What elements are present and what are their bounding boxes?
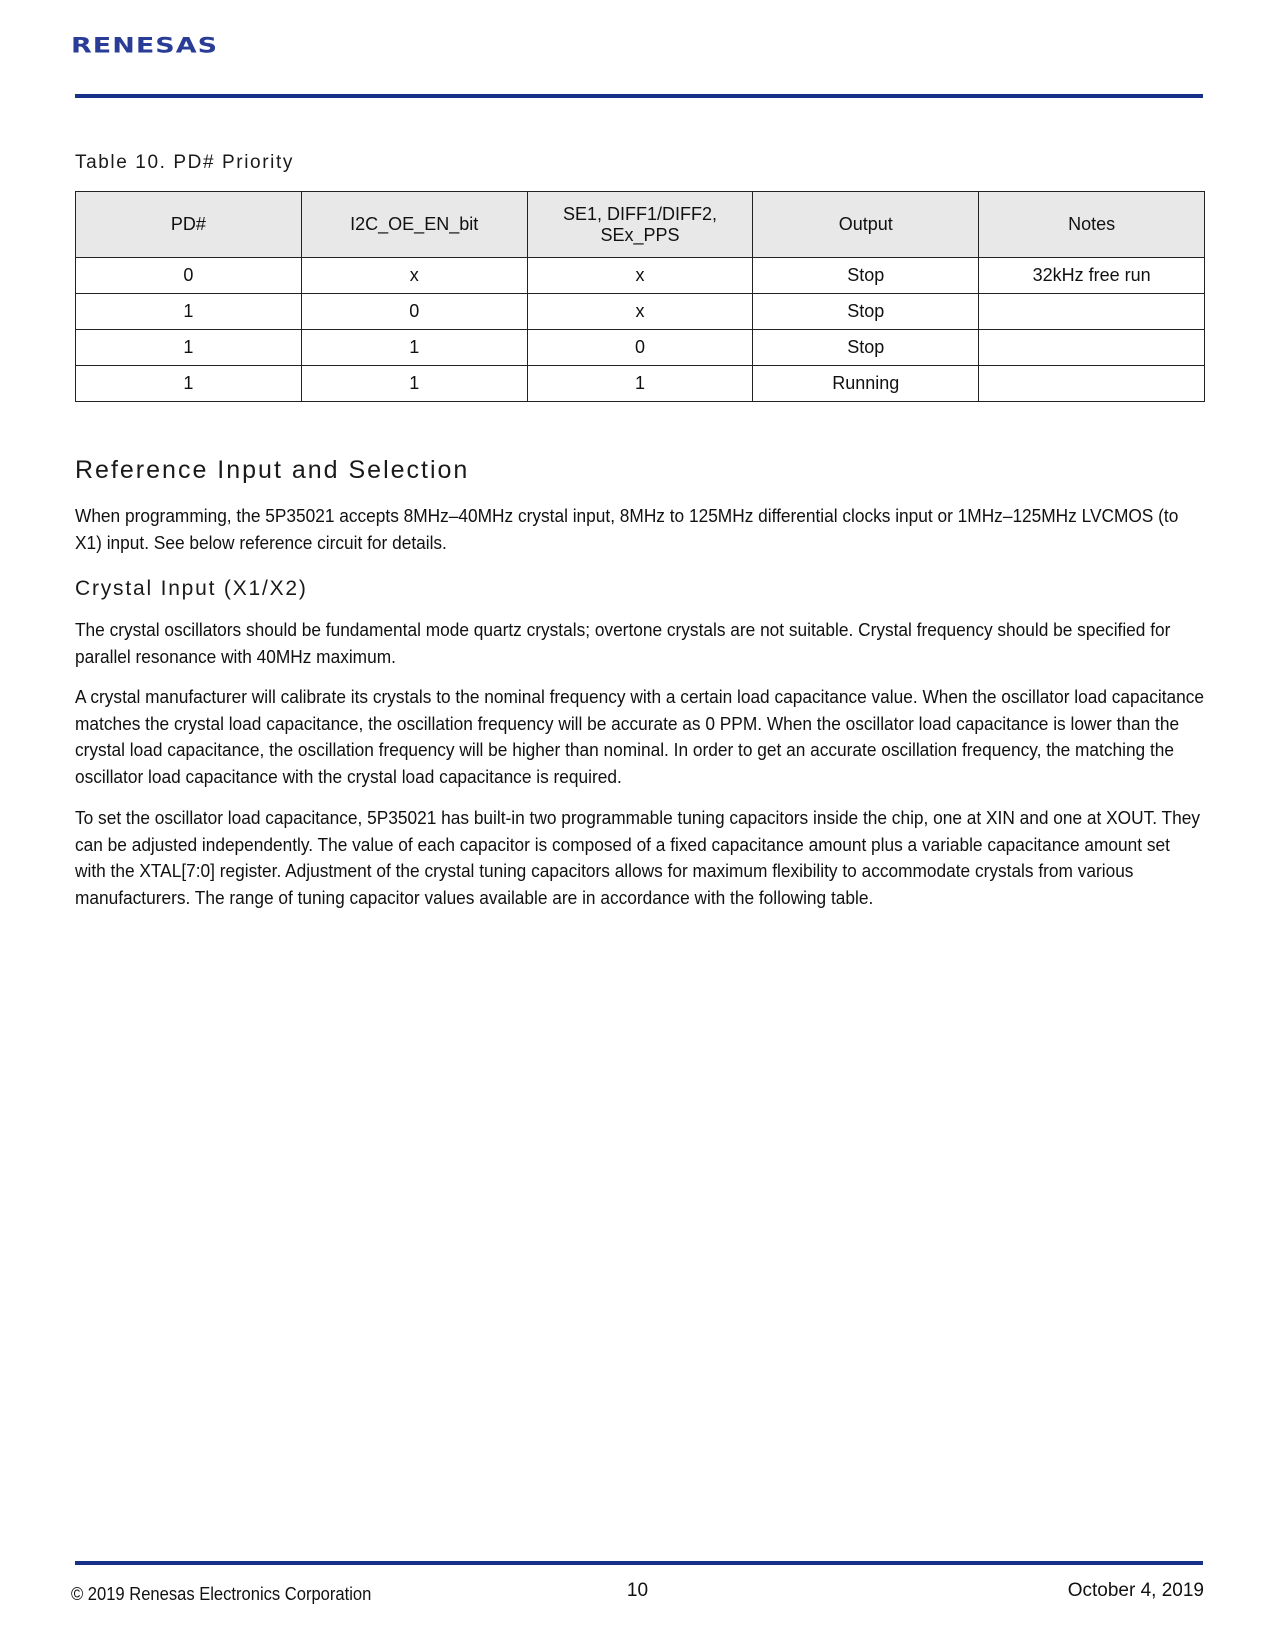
table-row <box>76 330 1205 366</box>
header-rule <box>75 94 1203 98</box>
column-header-pd: PD# <box>76 192 302 258</box>
table-cell: 32kHz free run <box>979 258 1205 294</box>
table-cell: Stop <box>753 258 979 294</box>
table-row <box>76 366 1205 402</box>
crystal-paragraph-1: The crystal oscillators should be fundamental mode quartz crystals; overtone crystals are not suitable. Crystal frequency should be specified for parallel resonance with 40MHz maximum. <box>75 619 1171 667</box>
column-header-i2c-oe-en-bit: I2C_OE_EN_bit <box>301 192 527 258</box>
footer-copyright: © 2019 Renesas Electronics Corporation <box>71 1584 372 1604</box>
crystal-paragraph-3: To set the oscillator load capacitance, 5P35021 has built-in two programmable tuning capacitors inside the chip, one at XIN and one at XOUT. They can be adjusted independently. The value of each capacitor is composed of a fixed capacitance amount plus a variable capacitance amount set with the XTAL[7:0] register. Adjustment of the crystal tuning capacitors allows for maximum flexibility to accommodate crystals from various manufacturers. The range of tuning capacitor values available are in accordance with the following table. <box>75 807 1200 908</box>
table-cell: 0 <box>301 294 527 330</box>
table-cell: Running <box>753 366 979 402</box>
table-row <box>76 294 1205 330</box>
renesas-logo: RENESAS <box>71 34 219 59</box>
table-cell: x <box>527 294 753 330</box>
table-cell: 1 <box>301 330 527 366</box>
table-cell <box>979 294 1205 330</box>
table-cell <box>979 366 1205 402</box>
footer-page-number: 10 <box>626 1580 649 1601</box>
table-cell: 1 <box>76 366 302 402</box>
column-header-se1-diff <box>527 192 753 258</box>
reference-input-paragraph: When programming, the 5P35021 accepts 8MHz–40MHz crystal input, 8MHz to 125MHz differential clocks input or 1MHz–125MHz LVCMOS (to X1) input. See below reference circuit for details. <box>75 505 1179 553</box>
table-cell: 0 <box>527 330 753 366</box>
table-cell: Stop <box>753 294 979 330</box>
table-cell: 1 <box>76 294 302 330</box>
table-cell <box>979 330 1205 366</box>
table-caption: Table 10. PD# Priority <box>75 152 294 173</box>
column-header-notes: Notes <box>979 192 1205 258</box>
table-header-row <box>76 192 1205 258</box>
table-cell: 0 <box>76 258 302 294</box>
table-cell: 1 <box>301 366 527 402</box>
column-header-output: Output <box>753 192 979 258</box>
table-cell: 1 <box>76 330 302 366</box>
column-header-se1-diff-line2: SEx_PPS <box>600 224 680 245</box>
crystal-paragraph-2: A crystal manufacturer will calibrate its crystals to the nominal frequency with a certain load capacitance value. When the oscillator load capacitance matches the crystal load capacitance, the oscillation frequency will be accurate as 0 PPM. When the oscillator load capacitance is lower than the crystal load capacitance, the oscillation frequency will be higher than nominal. In order to get an accurate oscillation frequency, the matching the oscillator load capacitance with the crystal load capacitance is required. <box>75 686 1205 787</box>
table-cell: x <box>527 258 753 294</box>
table-row <box>76 258 1205 294</box>
table-cell: 1 <box>527 366 753 402</box>
subsection-heading-crystal-input: Crystal Input (X1/X2) <box>75 577 308 600</box>
table-cell: x <box>301 258 527 294</box>
section-heading-reference-input: Reference Input and Selection <box>75 456 470 484</box>
table-cell: Stop <box>753 330 979 366</box>
footer-date: October 4, 2019 <box>1067 1580 1204 1601</box>
footer-rule <box>75 1561 1203 1565</box>
column-header-se1-diff-line1: SE1, DIFF1/DIFF2, <box>562 203 717 224</box>
pd-priority-table <box>75 191 1205 402</box>
